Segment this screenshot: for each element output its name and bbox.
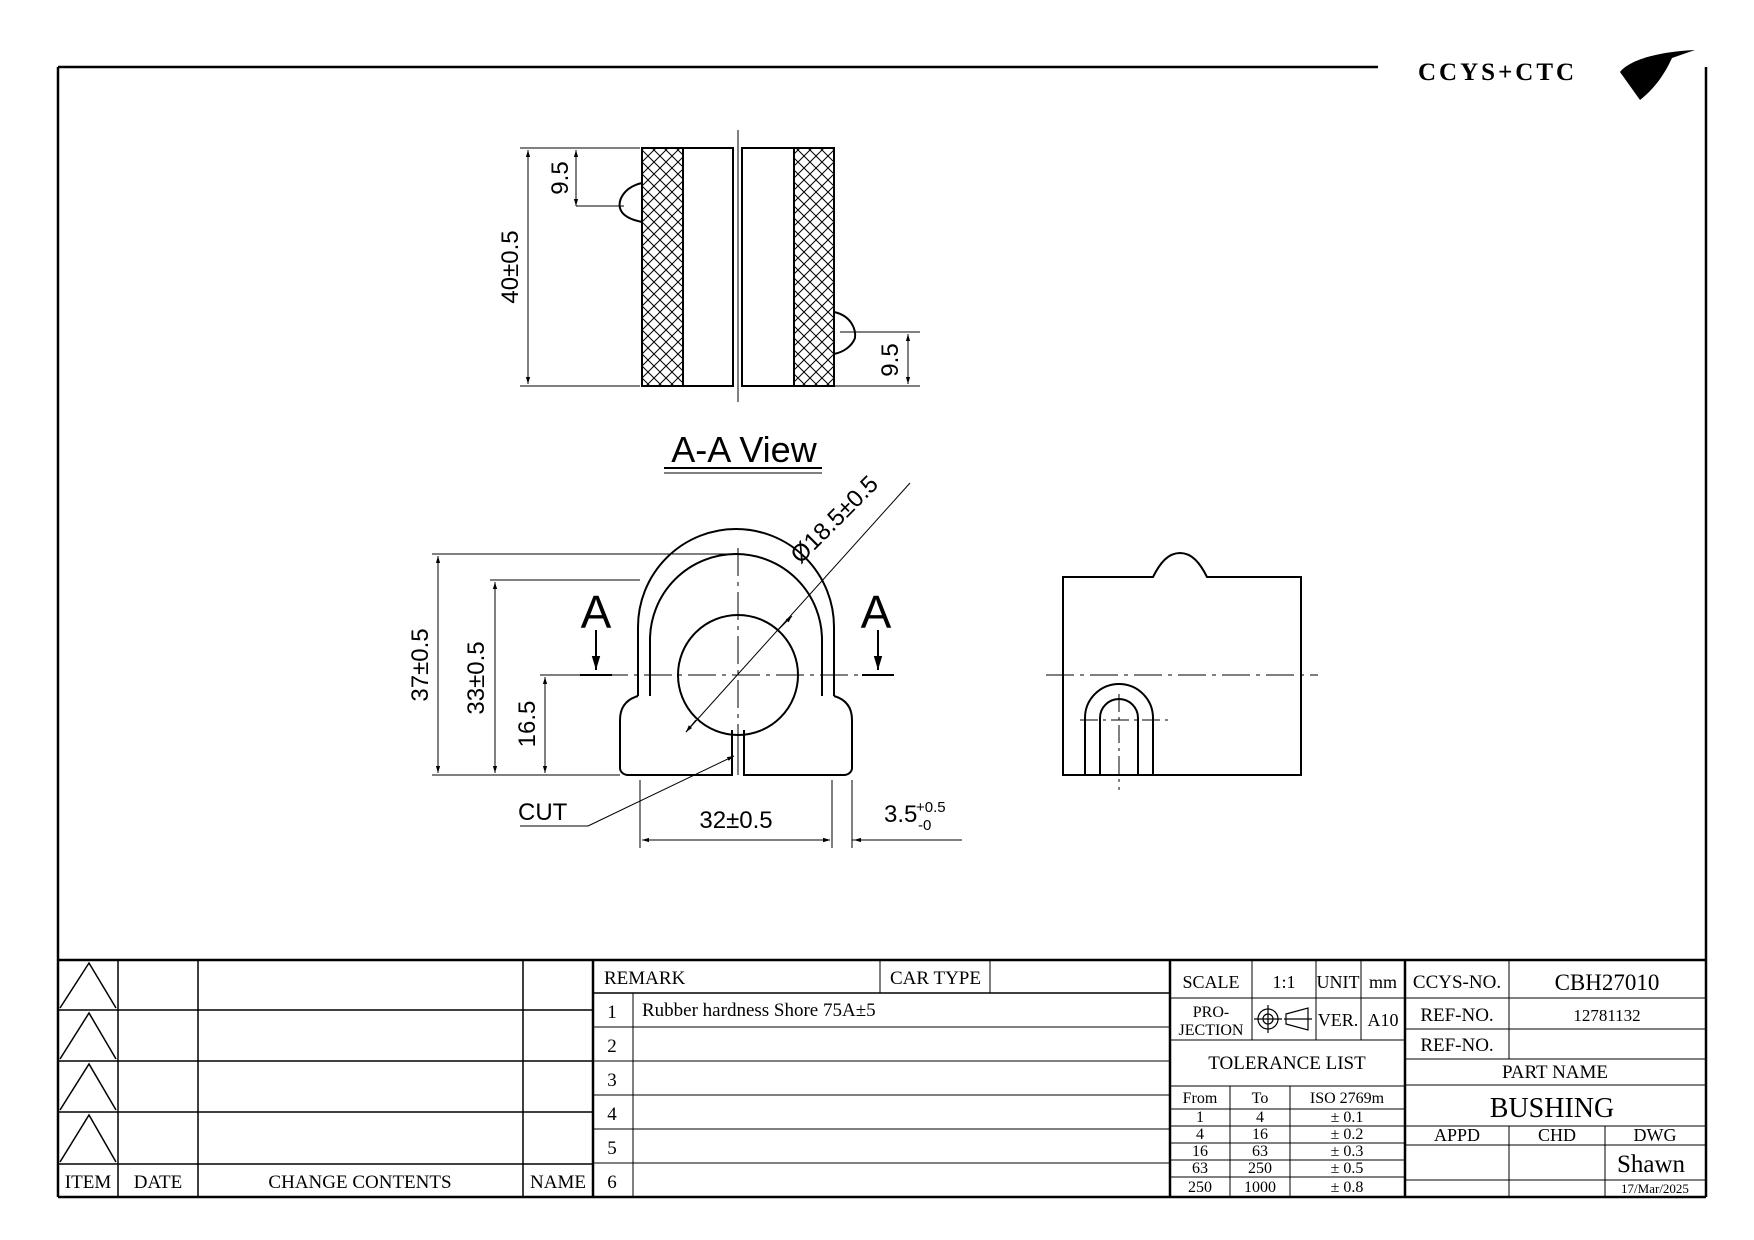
tolerance-title: TOLERANCE LIST <box>1208 1053 1366 1074</box>
tolerance-value: ± 0.1 <box>1330 1109 1364 1126</box>
remark-row-text: Rubber hardness Shore 75A±5 <box>642 1000 876 1021</box>
remark-row-number: 1 <box>607 1002 617 1023</box>
revision-header <box>65 1172 586 1193</box>
dim-bore-diameter: Ø18.5±0.5 <box>785 470 884 569</box>
dim-bump-bottom: 9.5 <box>877 343 904 377</box>
first-angle-projection-icon <box>1254 1005 1312 1033</box>
drawing-date: 17/Mar/2025 <box>1621 1181 1689 1196</box>
title-block-grid <box>58 960 1706 1197</box>
tolerance-value: ± 0.5 <box>1330 1160 1364 1177</box>
chd-label: CHD <box>1537 1125 1577 1145</box>
tolerance-from: 16 <box>1192 1143 1208 1160</box>
tolerance-from: 1 <box>1196 1109 1204 1126</box>
tolerance-to: 4 <box>1256 1109 1264 1126</box>
unit-label: UNIT <box>1316 972 1360 992</box>
svg-text:CCYS+CTC: CCYS+CTC <box>1418 59 1578 86</box>
section-dimensions <box>520 148 920 386</box>
right-hatch-wall <box>794 148 834 386</box>
scale-label: SCALE <box>1182 972 1240 992</box>
car-type-label: CAR TYPE <box>890 968 981 989</box>
ccys-no-value: CBH27010 <box>1554 970 1660 995</box>
section-view <box>620 148 856 386</box>
tolerance-from: 4 <box>1196 1126 1204 1143</box>
ref-no-value: 12781132 <box>1573 1006 1641 1025</box>
drawn-by: Shawn <box>1616 1151 1686 1178</box>
remark-row-number: 5 <box>607 1138 617 1159</box>
tolerance-from: 63 <box>1192 1160 1208 1177</box>
section-marker-right: A <box>860 586 892 638</box>
front-centerlines <box>600 548 880 730</box>
appd-label: APPD <box>1433 1125 1481 1145</box>
projection-label-2: JECTION <box>1178 1022 1244 1039</box>
tolerance-to: 1000 <box>1244 1179 1276 1196</box>
dim-section-height: 40±0.5 <box>497 230 524 304</box>
revision-header-name: NAME <box>530 1172 586 1193</box>
tolerance-header-from: From <box>1182 1090 1218 1107</box>
bump-right <box>834 312 855 354</box>
front-view <box>620 529 852 775</box>
revision-header-item: ITEM <box>64 1172 112 1193</box>
ref-no-label: REF-NO. <box>1420 1035 1494 1056</box>
section-title: A-A View <box>671 429 817 470</box>
revision-triangles <box>60 963 116 1162</box>
remark-header: REMARK <box>604 968 686 989</box>
projection-label-1: PRO- <box>1192 1004 1230 1021</box>
tolerance-header-to: To <box>1251 1090 1269 1107</box>
remark-row-number: 4 <box>607 1104 617 1125</box>
scale-value: 1:1 <box>1272 972 1296 992</box>
dim-flange-tol-upper: +0.5 <box>916 799 946 816</box>
tolerance-list <box>1183 1053 1385 1196</box>
section-marker-left: A <box>580 586 612 638</box>
unit-value: mm <box>1368 972 1398 992</box>
dim-center-height: 16.5 <box>514 700 541 748</box>
dim-body-height: 33±0.5 <box>463 641 490 715</box>
ver-label: VER. <box>1317 1010 1359 1030</box>
left-hatch-wall <box>642 148 683 386</box>
tolerance-to: 63 <box>1252 1143 1268 1160</box>
remark-row-number: 2 <box>607 1036 617 1057</box>
tolerance-from: 250 <box>1188 1179 1212 1196</box>
bump-left <box>620 183 642 222</box>
ver-value: A10 <box>1367 1010 1399 1030</box>
tolerance-to: 16 <box>1252 1126 1268 1143</box>
section-marker-arrows <box>580 630 894 675</box>
logo-mark-icon <box>1620 50 1695 100</box>
remark-row-number: 3 <box>607 1070 617 1091</box>
cut-label: CUT <box>518 799 568 826</box>
dim-width: 32±0.5 <box>699 807 773 834</box>
remark-row-number: 6 <box>607 1172 617 1193</box>
tolerance-value: ± 0.2 <box>1330 1126 1364 1143</box>
dim-overall-height: 37±0.5 <box>407 628 434 702</box>
revision-header-change: CHANGE CONTENTS <box>268 1172 452 1193</box>
dwg-label: DWG <box>1633 1125 1677 1145</box>
side-view <box>1063 553 1301 775</box>
tolerance-to: 250 <box>1248 1160 1272 1177</box>
scale-block <box>1179 972 1399 1039</box>
revision-header-date: DATE <box>133 1172 183 1193</box>
company-logo <box>1418 50 1695 100</box>
part-name-label: PART NAME <box>1501 1062 1609 1083</box>
ref-no-label: REF-NO. <box>1420 1005 1494 1026</box>
dim-flange-tol-lower: -0 <box>918 817 932 834</box>
dim-flange-base: 3.5 <box>884 801 918 828</box>
part-name-value: BUSHING <box>1489 1093 1615 1124</box>
tolerance-value: ± 0.8 <box>1330 1179 1364 1196</box>
dim-bump-top: 9.5 <box>547 161 574 195</box>
tolerance-header-iso: ISO 2769m <box>1309 1090 1385 1107</box>
side-centerlines <box>1046 675 1318 790</box>
remarks-table <box>604 968 981 1193</box>
tolerance-value: ± 0.3 <box>1330 1143 1364 1160</box>
part-info-block <box>1413 970 1689 1196</box>
ccys-no-label: CCYS-NO. <box>1412 972 1502 993</box>
